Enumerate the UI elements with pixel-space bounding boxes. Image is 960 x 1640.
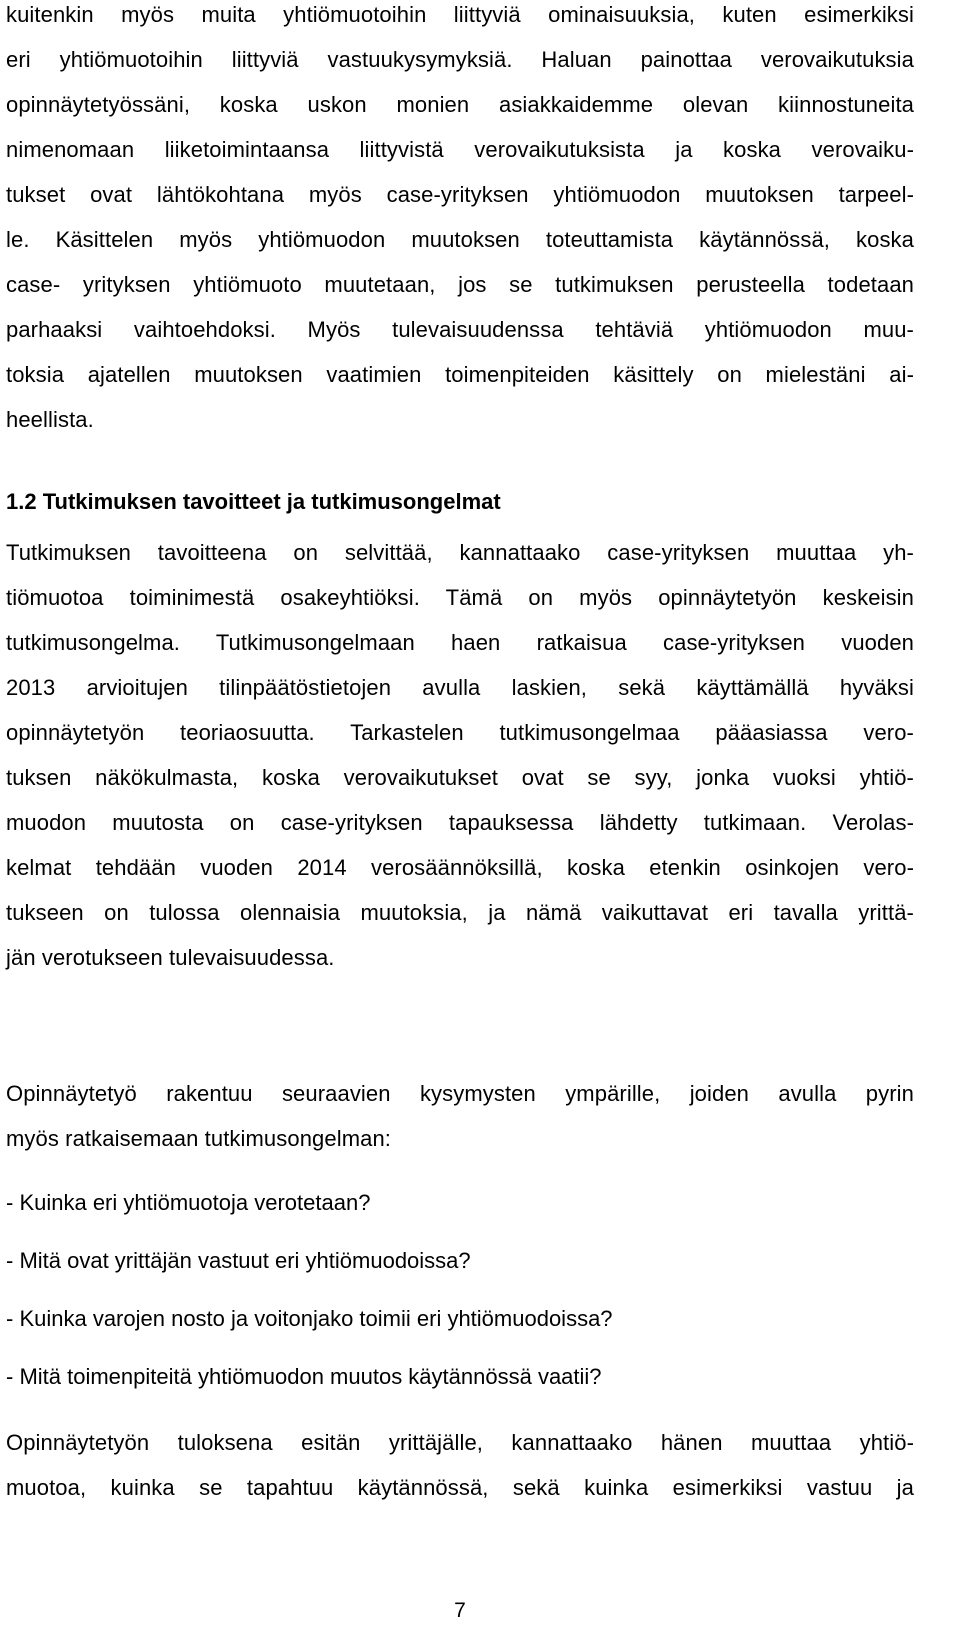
page-number: 7 [454,1599,466,1622]
paragraph-line: Opinnäytetyön tuloksena esitän yrittäjälle, kannattaako hänen muuttaa yhtiö- [6,1430,914,1455]
paragraph-line: kelmat tehdään vuoden 2014 verosäännöksillä, koska etenkin osinkojen vero- [6,855,914,880]
paragraph-line: toksia ajatellen muutoksen vaatimien toimenpiteiden käsittely on mielestäni ai- [6,362,914,387]
paragraph-line: tukset ovat lähtökohtana myös case-yrityksen yhtiömuodon muutoksen tarpeel- [6,182,914,207]
paragraph-line: tukseen on tulossa olennaisia muutoksia, ja nämä vaikuttavat eri tavalla yrittä- [6,900,914,925]
paragraph-line: tuksen näkökulmasta, koska verovaikutukset ovat se syy, jonka vuoksi yhtiö- [6,765,914,790]
paragraph-line: opinnäytetyön teoriaosuutta. Tarkastelen tutkimusongelmaa pääasiassa vero- [6,720,914,745]
paragraph-line: Tutkimuksen tavoitteena on selvittää, kannattaako case-yrityksen muuttaa yh- [6,540,914,565]
body-paragraph [6,1420,914,1510]
question-list-item: - Kuinka varojen nosto ja voitonjako toimii eri yhtiömuodoissa? [6,1306,613,1331]
question-list-item: - Kuinka eri yhtiömuotoja verotetaan? [6,1190,371,1215]
paragraph-line: le. Käsittelen myös yhtiömuodon muutoksen toteuttamista käytännössä, koska [6,227,914,252]
section-heading: 1.2 Tutkimuksen tavoitteet ja tutkimusongelmat [6,489,501,514]
question-list-item: - Mitä toimenpiteitä yhtiömuodon muutos käytännössä vaatii? [6,1364,602,1389]
paragraph-line: case- yrityksen yhtiömuoto muutetaan, jos se tutkimuksen perusteella todetaan [6,272,914,297]
paragraph-line: myös ratkaisemaan tutkimusongelman: [6,1126,391,1151]
paragraph-line: eri yhtiömuotoihin liittyviä vastuukysymyksiä. Haluan painottaa verovaikutuksia [6,47,914,72]
paragraph-line: opinnäytetyössäni, koska uskon monien asiakkaidemme olevan kiinnostuneita [6,92,914,117]
paragraph-line: 2013 arvioitujen tilinpäätöstietojen avulla laskien, sekä käyttämällä hyväksi [6,675,914,700]
paragraph-line: parhaaksi vaihtoehdoksi. Myös tulevaisuudenssa tehtäviä yhtiömuodon muu- [6,317,914,342]
paragraph-line: tutkimusongelma. Tutkimusongelmaan haen ratkaisua case-yrityksen vuoden [6,630,914,655]
paragraph-line: kuitenkin myös muita yhtiömuotoihin liittyviä ominaisuuksia, kuten esimerkiksi [6,2,914,27]
question-list-item: - Mitä ovat yrittäjän vastuut eri yhtiömuodoissa? [6,1248,471,1273]
paragraph-line: Opinnäytetyö rakentuu seuraavien kysymysten ympärille, joiden avulla pyrin [6,1081,914,1106]
paragraph-line: heellista. [6,407,94,432]
paragraph-line: jän verotukseen tulevaisuudessa. [6,945,335,970]
paragraph-line: muotoa, kuinka se tapahtuu käytännössä, sekä kuinka esimerkiksi vastuu ja [6,1475,914,1500]
body-paragraph [6,1071,914,1161]
body-paragraph [6,530,914,980]
body-paragraph [6,0,914,442]
paragraph-line: tiömuotoa toiminimestä osakeyhtiöksi. Tämä on myös opinnäytetyön keskeisin [6,585,914,610]
paragraph-line: nimenomaan liiketoimintaansa liittyvistä verovaikutuksista ja koska verovaiku- [6,137,914,162]
paragraph-line: muodon muutosta on case-yrityksen tapauksessa lähdetty tutkimaan. Verolas- [6,810,914,835]
